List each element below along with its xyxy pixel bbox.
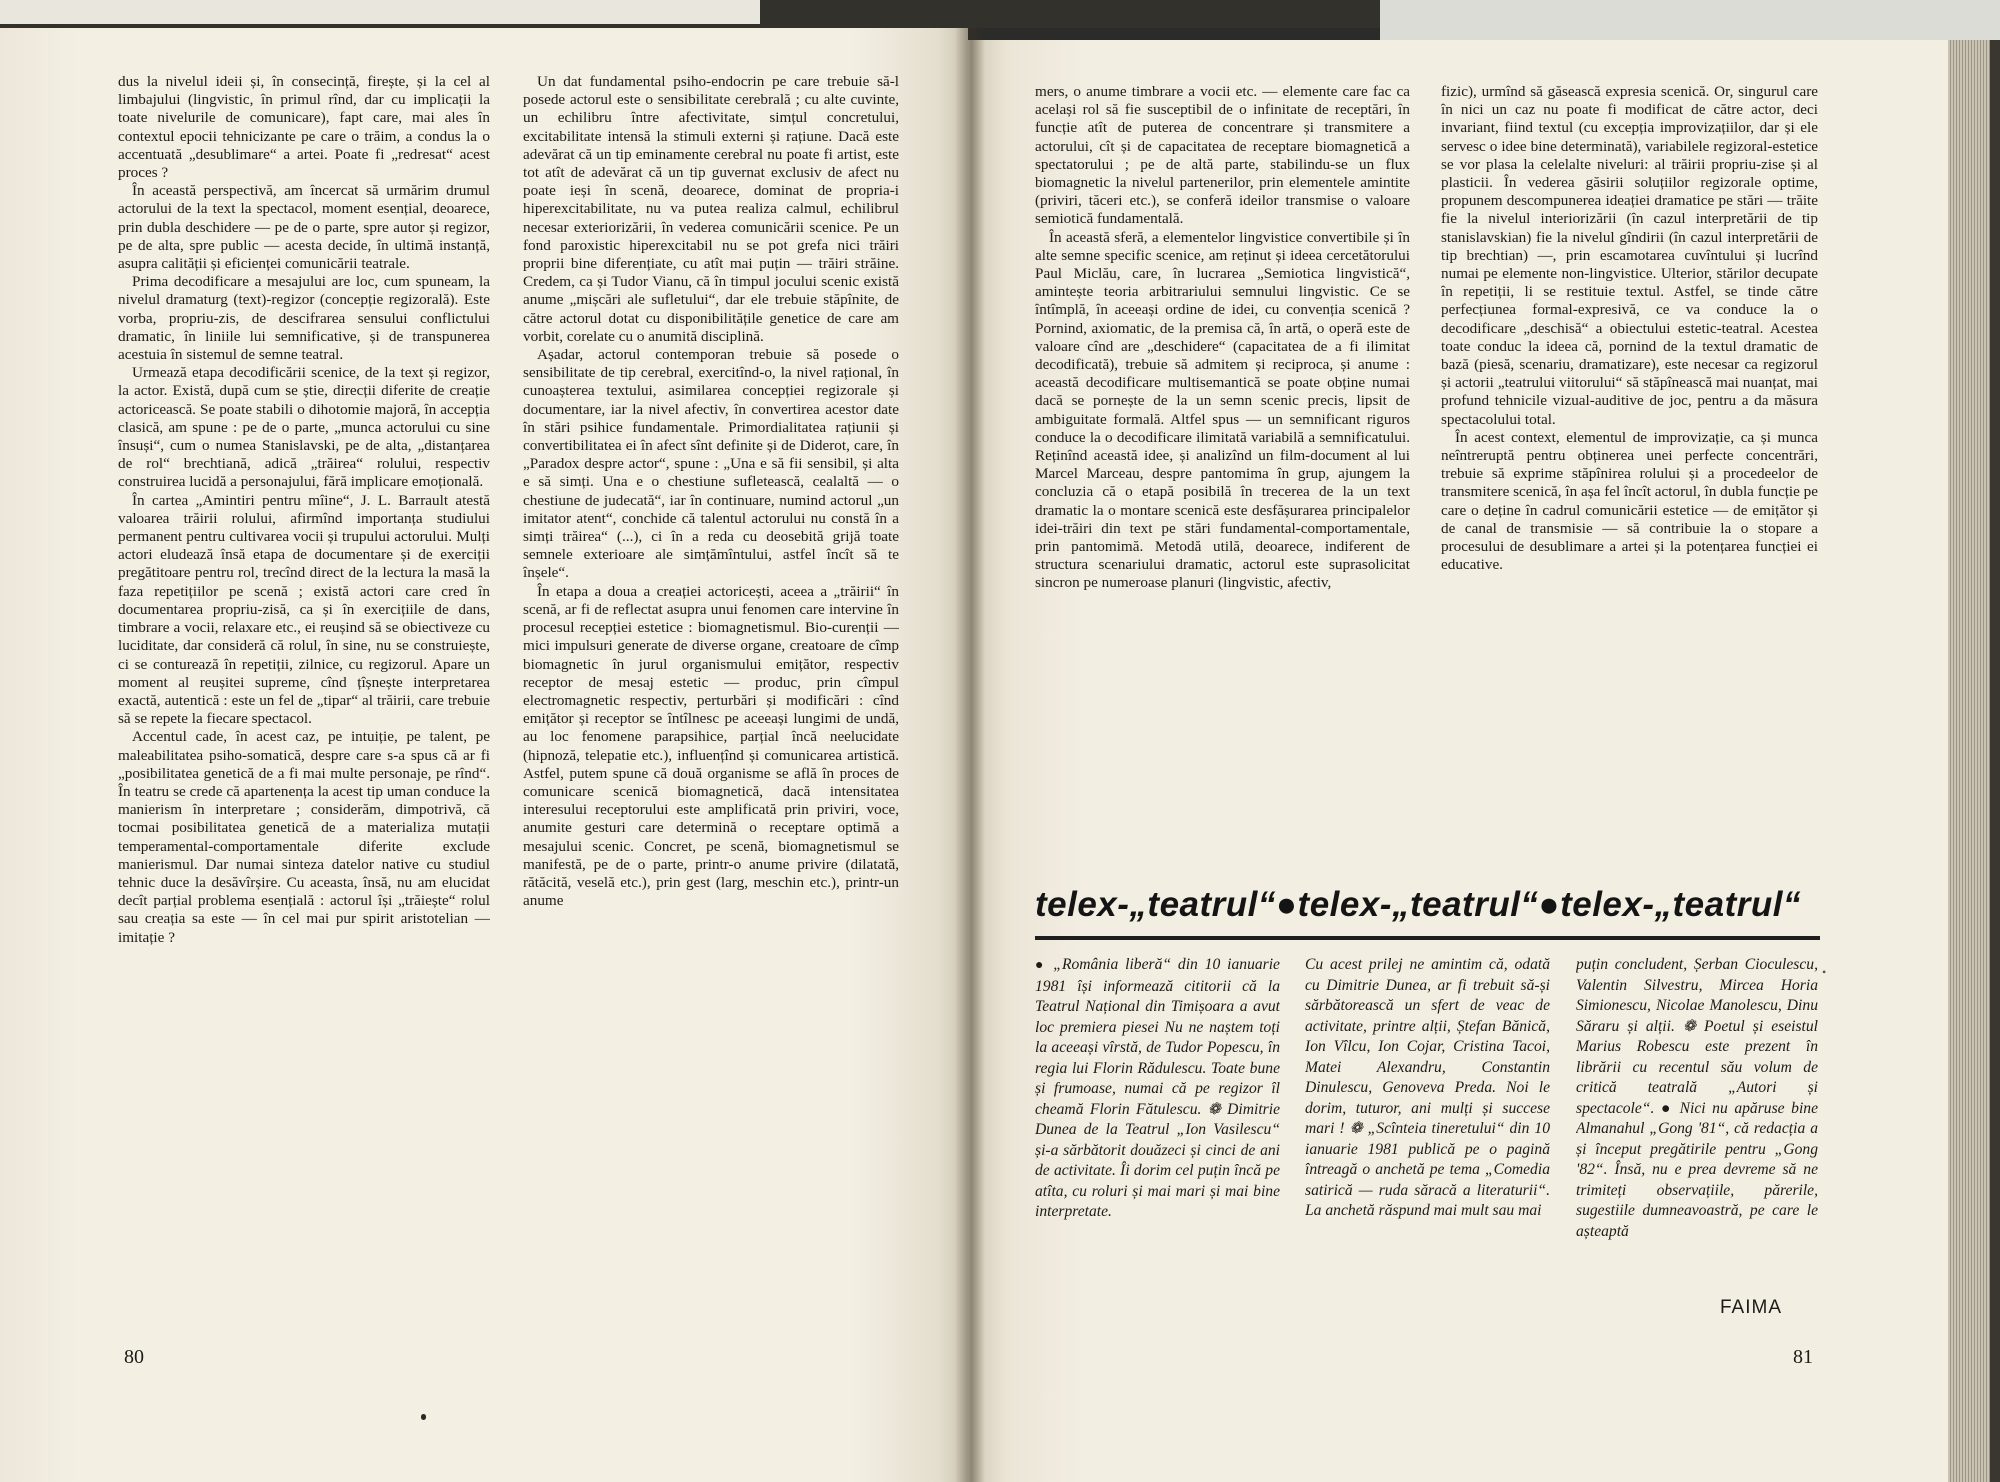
telex-text: puțin concludent, Șerban Cioculescu, Valentin Silvestru, Mircea Horia Simionescu, Nicolae Manolescu, Dinu Săraru și alții. ❁ Poetul și eseistul Marius Robescu este prezent în librării cu recentul său volum de critică teatrală „Autori și spectacole“. ● Nici nu apăruse bine Almanahul „Gong '81“, că redacția a și început pregătirile pentru „Gong '82“. Însă, nu e prea devreme să ne trimiteți observațiile, părerile, sugestiile dumneavoastră, pe care le așteaptă (1576, 956, 1818, 1240)
paragraph: Prima decodificare a mesajului are loc, cum spuneam, la nivelul dramaturg (text)-regizor (concepție regizorală). Este vorba, propriu-zis, de descifrarea sensului conflictului dramatic, în liniile lui semnificative, și de transpunerea acestuia în sistemul de semne teatral. (118, 273, 490, 364)
banner-rule (1035, 936, 1820, 940)
book-edge-shadow (1990, 40, 2000, 1482)
right-page-column-1 (1035, 83, 1410, 823)
paragraph: În această perspectivă, am încercat să urmărim drumul actorului de la text la spectacol, moment esențial, deoarece, prin dubla deschidere — pe de o parte, spre autor și regizor, pe de alta, spre public — acesta decide, în ultimă instanță, asupra calității și eficienței comunicării teatrale. (118, 182, 490, 273)
page-number-right: 81 (1793, 1346, 1813, 1368)
telex-column-3 (1576, 955, 1818, 1255)
paragraph: mers, o anume timbrare a vocii etc. — elemente care fac ca același rol să fie susceptibil de o infinitate de receptări, în funcție atît de puterea de concentrare și transmitere a actorului, cît și de capacitatea de receptare biomagnetică a spectatorului ; pe de altă parte, stabilindu-se un flux biomagnetic la nivelul partenerilor, prin elementele amintite (priviri, tăceri etc.), se conferă ideilor transmise o valoare semiotică fundamentală. (1035, 83, 1410, 228)
paragraph: În această sferă, a elementelor lingvistice convertibile și în alte semne specific scenice, am reținut și ideea cercetătorului Paul Miclău, care, în lucrarea „Semiotica lingvistică“, amintește teoria arbitrariului semnului lingvistic. Ce se întîmplă, în aceeași ordine de idei, cu convenția scenică ? Pornind, axiomatic, de la premisa că, în artă, o operă este de valoare cînd are „deschidere“ (capacitatea de a fi ilimitat decodificată), trebuie să admitem și reciproca, și anume : această decodificare multisemantică se poate obține numai dacă se pornește de la un semn scenic precis, lipsit de ambiguitate formală. Altfel spus — un semnificant riguros conduce la o decodificare ilimitată variabilă a semnificatului. Reținînd această idee, și analizînd un film-document al lui Marcel Marceau, despre pantomima în grup, ajungem la concluzia că o etapă posibilă în trecerea de la un text dramatic la o montare scenică este desfășurarea principalelor idei-trăiri din text pe stări fundamental-comportamentale, prin pantomimă. Metodă utilă, deoarece, indiferent de structura scenariului dramatic, actorul este suprasolicitat sincron pe numeroase planuri (lingvistic, afectiv, (1035, 228, 1410, 592)
paragraph: Accentul cade, în acest caz, pe intuiție, pe talent, pe maleabilitatea psiho-somatică, despre care s-a spus că ar fi „posibilitatea genetică de a fi mai multe personaje, pe rînd“. În teatru se crede că apartenența la acest tip uman conduce la manierism în interpretare ; considerăm, dimpotrivă, că tocmai posibilitatea genetică de a materializa mutații temperamental-comportamentale diferite exclude manierismul. Dar numai sinteza datelor native cu studiul tehnic duce la desăvîrșire. Cu aceasta, însă, nu am elucidat decît parțial problema esențială : actorul își „trăiește“ rolul sau creația sa este — în cel mai pur spirit aristotelian — imitație ? (118, 728, 490, 946)
book-gutter (955, 28, 985, 1482)
telex-text: Cu acest prilej ne amintim că, odată cu Dimitrie Dunea, ar fi trebuit să-și sărbătorească un sfert de veac de activitate, printre alții, Ștefan Bănică, Ion Vîlcu, Ion Cojar, Cristina Tacoi, Matei Alexandru, Constantin Dinulescu, Genoveva Preda. Noi le dorim, tuturor, ani mulți și succese mari ! ❁ „Scînteia tineretului“ din 10 ianuarie 1981 publică pe o pagină întreagă o anchetă pe tema „Comedia satirică — ruda săracă a literaturii“. La anchetă răspund mai mult sau mai (1305, 956, 1550, 1219)
paragraph: Urmează etapa decodificării scenice, de la text și regizor, la actor. Există, după cum se știe, direcții diferite de creație actoricească. Se poate stabili o dihotomie majoră, în accepția clasică, am spune : pe de o parte, „munca actorului cu sine însuși“, cum o numea Stanislavski, pe de alta, „distanțarea de rol“ brechtiană, adică „trăirea“ rolului, respectiv construirea lucidă a personajului, fără implicare emoțională. (118, 364, 490, 491)
page-number-left: 80 (124, 1346, 144, 1368)
paragraph: În cartea „Amintiri pentru mîine“, J. L. Barrault atestă valoarea trăirii rolului, afirmînd importanța studiului permanent pentru cultivarea vocii și trupului actorului. Mulți actori eludează însă etapa de documentare și de exerciții pregătitoare pentru rol, trecînd direct de la lectura la masă la faza repetițiilor pe scenă ; există actori care cred în documentarea propriu-zisă, ca și în exercițiile de dans, timbrare a vocii, relaxare etc., ei reușind să se obiectiveze cu luciditate, dar consideră că rolul, în sine, nu se construiește, ci se conturează în repetiții, zilnice, cu regizorul. Apare un moment al reușitei supreme, cînd țîșnește interpretarea exactă, autentică : este un fel de „tipar“ al trăirii, care trebuie să se repete la fiecare spectacol. (118, 491, 490, 728)
telex-column-2 (1305, 955, 1550, 1335)
left-page-column-2 (523, 73, 899, 1328)
left-page-column-1 (118, 73, 490, 1328)
print-dot-mark (421, 1414, 426, 1420)
paragraph: fizic), urmînd să găsească expresia scenică. Or, singurul care în nici un caz nu poate fi modificat de către actor, deci invariant, fiind textul (cu excepția improvizațiilor, dar și ele servesc o idee bine determinată), variabilele regizoral-estetice se vor plasa la celelalte niveluri: al trăirii propriu-zise și al plasticii. În vederea găsirii soluțiilor regizorale optime, propunem descompunerea ideației dramatice pe stări — trăite fie la nivelul interiorizării (în cazul interpretării de tip stanislavskian) fie la nivelul gîndirii (în cazul interpretării de tip brechtian) —, prin escamotarea cuvîntului și lucrînd numai pe elemente non-lingvistice. Ulterior, stărilor decupate în repetiții, li se restituie textul. Astfel, se tinde către perfecțiunea formal-expresivă, ce va conduce la o decodificare „deschisă“ a obiectului estetic-teatral. Acestea toate conduc la ideea că, pornind de la textul dramatic de bază (piesă, scenariu, dramatizare), este necesar ca regizorul și actorii „teatrului viitorului“ să stăpînească mai nuanțat, mai profund tehnicile vizual-auditive de joc, pentru a da măsura spectacolului total. (1441, 83, 1818, 428)
paragraph: Așadar, actorul contemporan trebuie să posede o sensibilitate de tip cerebral, exercitînd-o, la nivel rațional, în cunoașterea textului, asimilarea concepției regizorale și documentare, iar la nivel afectiv, în convertirea acestor date în stări psihice fundamentale. Primordialitatea rațiunii și convertibilitatea ei în afect sînt definite și de Diderot, care, în „Paradox despre actor“, spune : „Una e să fii sensibil, și alta e să simți. Una e o chestiune sufletească, cealaltă — o chestiune de judecată“, iar în continuare, numind actorul „un imitator atent“, conchide că talentul actorului nu constă în a simți trăirea“ (...), ci în a reda cu deosebită grijă toate semnele exterioare ale simțămîntului, astfel încît să te înșele“. (523, 346, 899, 582)
top-background-paper (0, 0, 760, 24)
telex-column-1 (1035, 955, 1280, 1335)
paragraph: În acest context, elementul de improvizație, ca și munca neîntreruptă pentru obținerea unei perfecte concentrări, trebuie să exprime stăpînirea rolului și a procedeelor de transmitere scenică, în așa fel încît actorul, în dubla funcție pe care o deține în cadrul comunicării estetice — de emițător și de canal de transmisie — să contribuie la o stopare a procesului de desublimare a artei și la potențarea funcției ei educative. (1441, 428, 1818, 574)
paragraph: dus la nivelul ideii și, în consecință, firește, și la cel al limbajului (lingvistic, în primul rînd, dar cu implicații la toate nivelurile de comunicare), fapt care, mai ales în contextul epocii tehnicizante pe care o trăim, a condus la o accentuată „desublimare“ a artei. Poate fi „redresat“ acest proces ? (118, 73, 490, 182)
telex-text: „România liberă“ din 10 ianuarie 1981 își informează cititorii că la Teatrul Național din Timișoara a avut loc premiera piesei Nu ne naștem toți la aceeași vîrstă, de Tudor Popescu, în regia lui Florin Rădulescu. Toate bune și frumoase, numai că pe regizor îl cheamă Florin Fătulescu. ❁ Dimitrie Dunea de la Teatrul „Ion Vasilescu“ și-a sărbătorit douăzeci și cinci de ani de activitate. Îi dorim cel puțin încă pe atîta, cu roluri și mai mari și mai bine interpretate. (1035, 956, 1280, 1220)
right-page-column-2 (1441, 83, 1818, 823)
bullet-icon: ● (1035, 958, 1047, 973)
top-background-paper-right (1380, 0, 2000, 40)
telex-teatrul-banner: telex-„teatrul“●telex-„teatrul“●telex-„teatrul“ (1035, 885, 1801, 924)
paragraph: În etapa a doua a creației actoricești, aceea a „trăirii“ în scenă, ar fi de reflectat asupra unui fenomen care intervine în procesul recepției estetice : biomagnetismul. Bio-curenții — mici impulsuri generate de diverse organe, creatoare de cîmp biomagnetic în jurul organismului emițător, respectiv receptor de mesaj estetic — produc, prin cîmpul electromagnetic respectiv, perturbări și modificări : cînd emițător și receptor se întîlnesc pe aceeași lungimi de undă, au loc fenomene parapsihice, parțial încă neelucidate (hipnoză, telepatie etc.), influențînd și comunicarea artistică. Astfel, putem spune că două organisme se află în proces de comunicare scenică biomagnetică, dacă intensitatea interesului receptorului este amplificată prin priviri, voce, anumite gesturi care determină o receptare optimă a mesajului scenic. Concret, pe scenă, biomagnetismul se manifestă, pe de o parte, printr-o anume privire (dilatată, rătăcită, veselă etc.), prin gest (larg, meschin etc.), printr-un anume (523, 582, 899, 910)
paragraph: Un dat fundamental psiho-endocrin pe care trebuie să-l posede actorul este o sensibilitate cerebrală ; cu alte cuvinte, un echilibru între afectivitate, simțul concretului, excitabilitate intensă la stimuli externi și rațiune. Dacă este adevărat că un tip eminamente cerebral nu poate fi artist, este tot atît de adevărat că un tip guvernat exclusiv de afect nu poate ieși în scenă, deoarece, dominat de propria-i hiperexcitabilitate, nu va putea realiza calmul, echilibrul necesar exteriorizării, în vederea comunicării scenice. Pe un fond paroxistic hiperexcitabil nu se pot grefa nici trăiri proprii bine diferențiate, cu atît mai puțin — trăiri străine. Credem, ca și Tudor Vianu, că în timpul jocului scenic există anume „mișcări ale sufletului“, dar ele trebuie stăpînite, de către actorul dotat cu disponibilitățile genetice de care am vorbit, corelate cu o anumită disciplină. (523, 73, 899, 345)
margin-mark: • (1822, 965, 1827, 979)
author-signature: FAIMA (1720, 1297, 1783, 1318)
